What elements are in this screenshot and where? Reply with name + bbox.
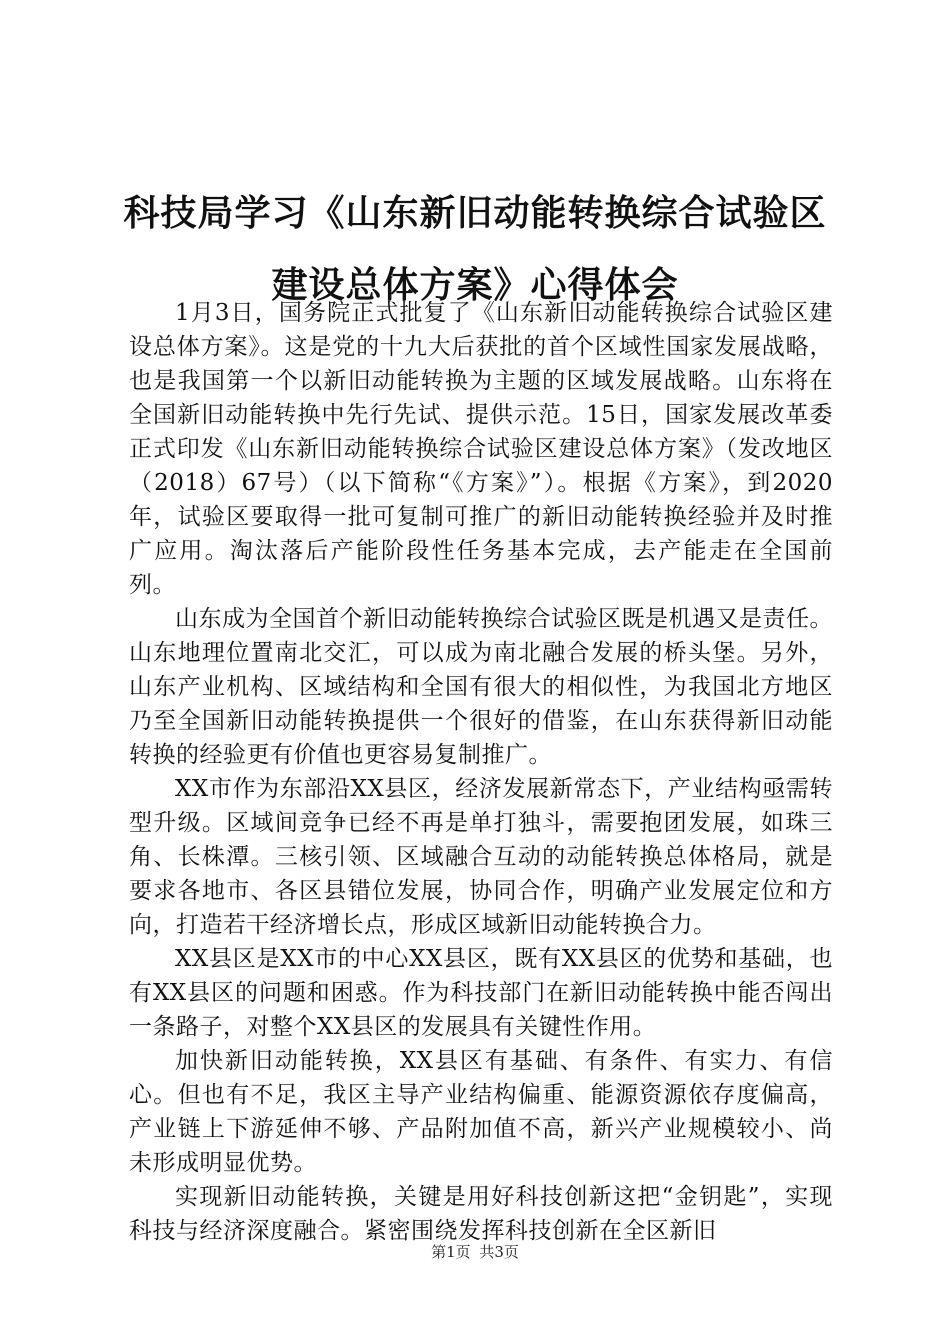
- paragraph-3: XX市作为东部沿XX县区，经济发展新常态下，产业结构亟需转型升级。区域间竞争已经不再是单打独斗，需要抱团发展，如珠三角、长株潭。三核引领、区域融合互动的动能转换总体格局，就是要求各地市、各区县错位发展，协同合作，明确产业发展定位和方向，打造若干经济增长点，形成区域新旧动能转换合力。: [129, 776, 833, 938]
- paragraph-2: 山东成为全国首个新旧动能转换综合试验区既是机遇又是责任。山东地理位置南北交汇，可以成为南北融合发展的桥头堡。另外，山东产业机构、区域结构和全国有很大的相似性，为我国北方地区乃至全国新旧动能转换提供一个很好的借鉴，在山东获得新旧动能转换的经验更有价值也更容易复制推广。: [129, 606, 833, 768]
- paragraph-4: XX县区是XX市的中心XX县区，既有XX县区的优势和基础，也有XX县区的问题和困惑。作为科技部门在新旧动能转换中能否闯出一条路子，对整个XX县区的发展具有关键性作用。: [129, 946, 833, 1040]
- document-title: 科技局学习《山东新旧动能转换综合试验区建设总体方案》心得体会: [123, 193, 827, 306]
- page-number: 第1页: [431, 1243, 471, 1261]
- page-footer: [0, 1242, 950, 1262]
- page-total: 共3页: [479, 1243, 519, 1261]
- paragraph-6: 实现新旧动能转换，关键是用好科技创新这把“金钥匙”，实现科技与经济深度融合。紧密围绕发挥科技创新在全区新旧: [129, 1184, 833, 1244]
- document-body: [129, 296, 833, 1244]
- paragraph-5: 加快新旧动能转换，XX县区有基础、有条件、有实力、有信心。但也有不足，我区主导产业结构偏重、能源资源依存度偏高，产业链上下游延伸不够、产品附加值不高，新兴产业规模较小、尚未形成明显优势。: [129, 1048, 833, 1176]
- paragraph-1: 1月3日，国务院正式批复了《山东新旧动能转换综合试验区建设总体方案》。这是党的十九大后获批的首个区域性国家发展战略，也是我国第一个以新旧动能转换为主题的区域发展战略。山东将在全国新旧动能转换中先行先试、提供示范。15日，国家发展改革委正式印发《山东新旧动能转换综合试验区建设总体方案》（发改地区（2018）67号）（以下简称“《方案》”）。根据《方案》，到2020年，试验区要取得一批可复制可推广的新旧动能转换经验并及时推广应用。淘汰落后产能阶段性任务基本完成，去产能走在全国前列。: [129, 300, 833, 598]
